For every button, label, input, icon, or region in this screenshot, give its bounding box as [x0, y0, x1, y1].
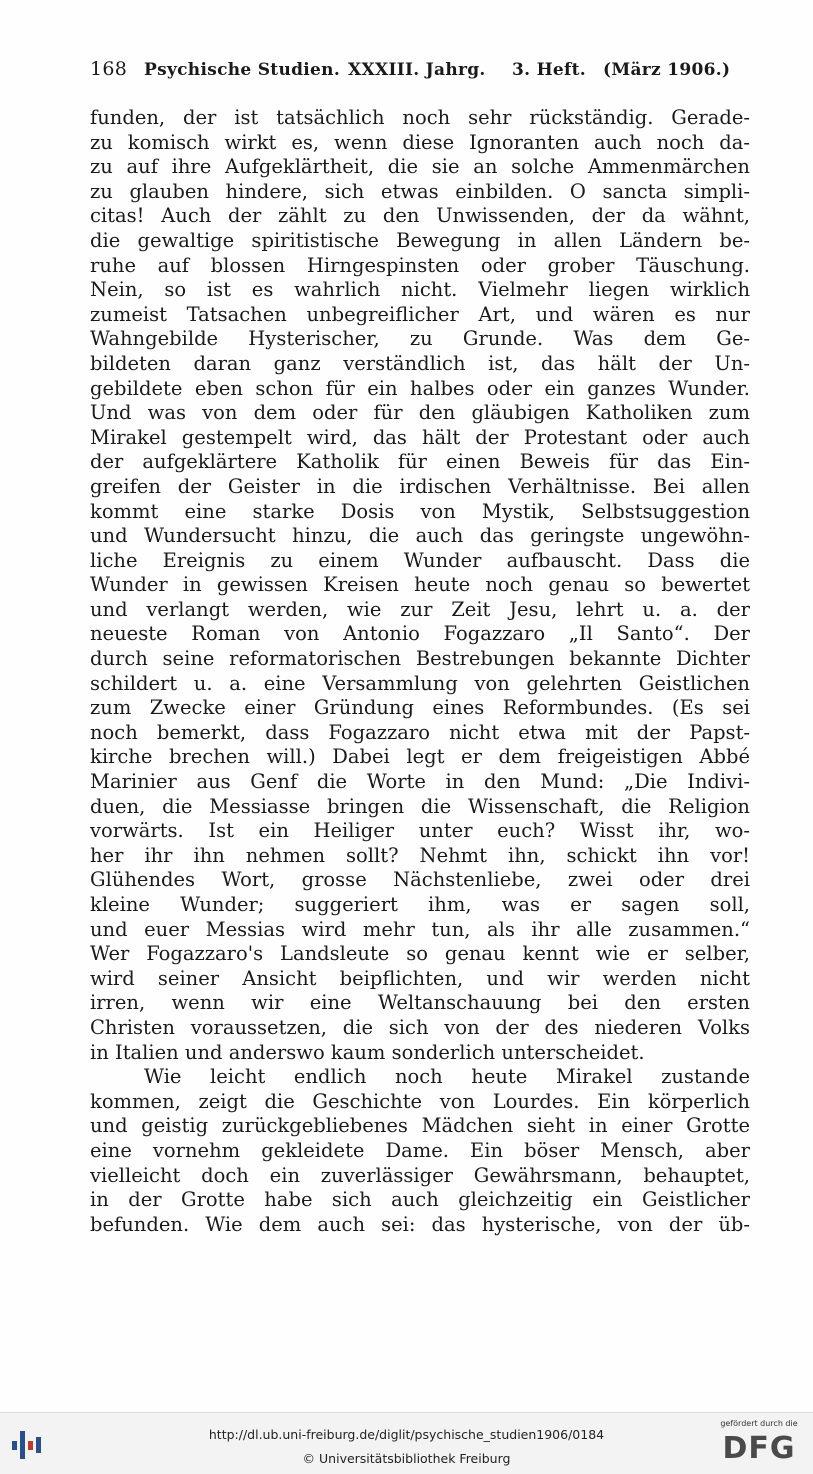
text-line: Mirakel gestempelt wird, das hält der Protestant oder auch: [90, 425, 750, 449]
volume-label: XXXIII. Jahrg.: [348, 60, 486, 80]
text-line: Wunder in gewissen Kreisen heute noch genau so bewertet: [90, 573, 750, 597]
text-line: Wer Fogazzaro's Landsleute so genau kennt wie er selber,: [90, 942, 750, 966]
body-text: [90, 106, 750, 1237]
text-line: liche Ereignis zu einem Wunder aufbauscht. Dass die: [90, 548, 750, 572]
text-line: vorwärts. Ist ein Heiliger unter euch? Wisst ihr, wo-: [90, 819, 750, 843]
text-line: kirche brechen will.) Dabei legt er dem freigeistigen Abbé: [90, 745, 750, 769]
text-line: Marinier aus Genf die Worte in den Mund: „Die Indivi-: [90, 770, 750, 794]
text-line: und geistig zurückgebliebenes Mädchen sieht in einer Grotte: [90, 1114, 750, 1138]
text-line: zu glauben hindere, sich etwas einbilden. O sancta simpli-: [90, 179, 750, 203]
text-line: greifen der Geister in die irdischen Verhältnisse. Bei allen: [90, 474, 750, 498]
text-line: zum Zwecke einer Gründung eines Reformbundes. (Es sei: [90, 696, 750, 720]
text-line: Nein, so ist es wahrlich nicht. Vielmehr liegen wirklich: [90, 278, 750, 302]
dfg-logo: [715, 1419, 803, 1471]
text-line: Wie leicht endlich noch heute Mirakel zustande: [144, 1065, 750, 1089]
text-line: duen, die Messiasse bringen die Wissenschaft, die Religion: [90, 794, 750, 818]
viewer-footer: [0, 1412, 813, 1474]
text-line: Christen voraussetzen, die sich von der des niederen Volks: [90, 1015, 750, 1039]
text-line: funden, der ist tatsächlich noch sehr rückständig. Gerade-: [90, 106, 750, 129]
text-line: zu komisch wirkt es, wenn diese Ignoranten auch noch da-: [90, 130, 750, 154]
text-line: her ihr ihn nehmen sollt? Nehmt ihn, schickt ihn vor!: [90, 843, 750, 867]
text-line: durch seine reformatorischen Bestrebungen bekannte Dichter: [90, 647, 750, 671]
text-line: in Italien und anderswo kaum sonderlich unterscheidet.: [90, 1040, 645, 1064]
text-line: und verlangt werden, wie zur Zeit Jesu, lehrt u. a. der: [90, 597, 750, 621]
text-line: in der Grotte habe sich auch gleichzeitig ein Geistlicher: [90, 1188, 750, 1212]
text-line: schildert u. a. eine Versammlung von gelehrten Geistlichen: [90, 671, 750, 695]
text-line: die gewaltige spiritistische Bewegung in allen Ländern be-: [90, 228, 750, 252]
text-line: befunden. Wie dem auch sei: das hysterische, von der üb-: [90, 1212, 750, 1236]
running-header: [90, 60, 750, 88]
text-line: kleine Wunder; suggeriert ihm, was er sagen soll,: [90, 893, 750, 916]
text-line: irren, wenn wir eine Weltanschauung bei den ersten: [90, 991, 750, 1015]
issue-date: (März 1906.): [603, 60, 731, 80]
text-line: bildeten daran ganz verständlich ist, das hält der Un-: [90, 351, 750, 375]
text-line: zumeist Tatsachen unbegreiflicher Art, und wären es nur: [90, 302, 750, 326]
copyright-notice: © Universitätsbibliothek Freiburg: [302, 1451, 511, 1466]
text-line: gebildete eben schon für ein halbes oder ein ganzes Wunder.: [90, 376, 750, 400]
text-line: und euer Messias wird mehr tun, als ihr alle zusammen.“: [90, 917, 750, 941]
journal-title: Psychische Studien.: [144, 60, 341, 80]
text-line: ruhe auf blossen Hirngespinsten oder grober Täuschung.: [90, 253, 750, 277]
text-line: Wahngebilde Hysterischer, zu Grunde. Was dem Ge-: [90, 327, 750, 351]
issue-label: 3. Heft.: [512, 60, 587, 80]
text-line: eine vornehm gekleidete Dame. Ein böser Mensch, aber: [90, 1138, 750, 1162]
text-line: und Wundersucht hinzu, die auch das geringste ungewöhn-: [90, 524, 750, 548]
page-number: 168: [90, 58, 128, 80]
text-line: Und was von dem oder für den gläubigen Katholiken zum: [90, 401, 750, 425]
text-line: kommen, zeigt die Geschichte von Lourdes. Ein körperlich: [90, 1089, 750, 1113]
dfg-mark: DFG: [722, 1431, 796, 1466]
text-line: wird seiner Ansicht beipflichten, und wir werden nicht: [90, 966, 750, 990]
source-url[interactable]: http://dl.ub.uni-freiburg.de/diglit/psychische_studien1906/0184: [208, 1427, 605, 1442]
text-line: citas! Auch der zählt zu den Unwissenden, der da wähnt,: [90, 204, 750, 228]
text-line: noch bemerkt, dass Fogazzaro nicht etwa mit der Papst-: [90, 720, 750, 744]
text-line: vielleicht doch ein zuverlässiger Gewährsmann, behauptet,: [90, 1163, 750, 1187]
text-line: zu auf ihre Aufgeklärtheit, die sie an solche Ammenmärchen: [90, 155, 750, 179]
dfg-caption: gefördert durch die: [720, 1419, 798, 1428]
text-line: kommt eine starke Dosis von Mystik, Selbstsuggestion: [90, 499, 750, 523]
text-line: der aufgeklärtere Katholik für einen Beweis für das Ein-: [90, 450, 750, 474]
text-line: neueste Roman von Antonio Fogazzaro „Il Santo“. Der: [90, 622, 750, 646]
text-line: Glühendes Wort, grosse Nächstenliebe, zwei oder drei: [90, 868, 750, 892]
